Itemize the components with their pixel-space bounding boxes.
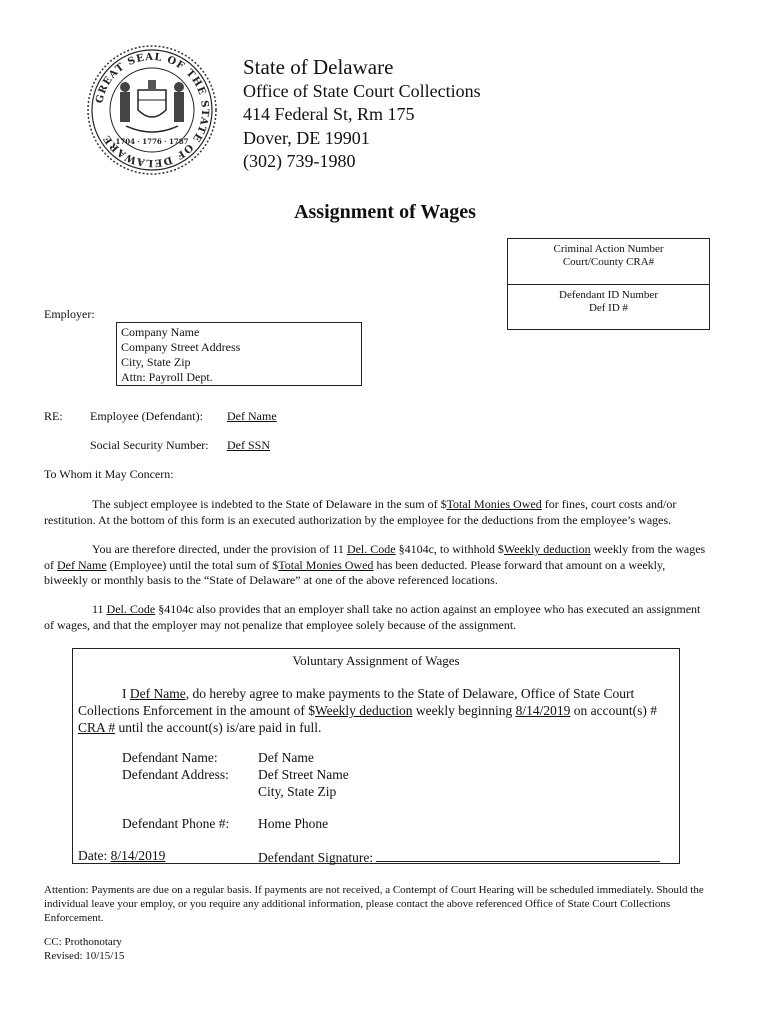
para1-text-a: The subject employee is indebted to the State of Delaware in the sum of $ (92, 497, 447, 511)
vol-text-a: I (122, 686, 130, 701)
del-code-ref: Del. Code (346, 542, 396, 556)
document-title: Assignment of Wages (294, 201, 476, 223)
company-city: City, State Zip (121, 355, 191, 369)
criminal-action-label: Criminal Action Number (553, 243, 664, 255)
office-city: Dover, DE 19901 (243, 127, 370, 148)
ssn-label: Social Security Number: (90, 438, 209, 452)
revised-line: Revised: 10/15/15 (44, 949, 125, 962)
signature-row (258, 848, 660, 866)
defendant-phone-field[interactable]: Home Phone (258, 816, 329, 831)
voluntary-heading: Voluntary Assignment of Wages (292, 653, 460, 668)
case-number-box (507, 238, 710, 330)
defendant-city-field[interactable]: City, State Zip (258, 784, 337, 799)
office-name: Office of State Court Collections (243, 80, 481, 101)
vol-weekly-field[interactable]: Weekly deduction (314, 703, 413, 718)
weekly-deduction-field[interactable]: Weekly deduction (503, 542, 591, 556)
company-name: Company Name (121, 325, 200, 339)
para3-text-b: §4104c also provides that an employer shall take no action against an employee who has executed an assignment of wages, and that the employer may not penalize that employee solely because of the assignment. (44, 602, 701, 632)
date-field[interactable]: 8/14/2019 (110, 848, 166, 863)
vol-text-c: weekly beginning (412, 703, 516, 718)
vol-cra-field[interactable]: CRA # (78, 720, 116, 735)
ssn-field[interactable]: Def SSN (227, 438, 271, 452)
defendant-name-label: Defendant Name: (122, 750, 218, 765)
defendant-phone-label: Defendant Phone #: (122, 816, 230, 831)
para2-text-d: (Employee) until the total sum of $ (106, 557, 279, 572)
signature-label: Defendant Signature: (258, 850, 374, 865)
date-row (78, 848, 165, 864)
defendant-id-field[interactable]: Def ID # (588, 302, 629, 314)
footer (44, 936, 124, 963)
para2-text-c: weekly from the wages of (44, 542, 706, 572)
para2-text-e: has been deducted. Please forward that amount on a weekly, biweekly or monthly basis to the “State of Delaware” at one of the above referenced locations. (44, 557, 666, 587)
re-label: RE: (44, 409, 63, 423)
defendant-id-label: Defendant ID Number (559, 289, 658, 301)
cc-line: CC: Prothonotary (44, 936, 122, 948)
total-owed-field[interactable]: Total Monies Owed (446, 497, 542, 511)
paragraph-protection (44, 602, 712, 633)
employer-box[interactable] (116, 322, 362, 386)
para3-text-a: 11 (92, 602, 107, 616)
para2-text-b: §4104c, to withhold $ (395, 542, 504, 556)
company-street: Company Street Address (121, 340, 241, 354)
wages-def-name-field[interactable]: Def Name (57, 557, 107, 572)
paragraph-indebted (44, 497, 712, 528)
org-name: State of Delaware (243, 55, 394, 79)
employer-label: Employer: (44, 307, 95, 321)
defendant-street-field[interactable]: Def Street Name (258, 767, 349, 782)
vol-text-d: on account(s) # (570, 703, 657, 718)
defendant-address-label: Defendant Address: (122, 767, 229, 782)
state-seal (86, 44, 218, 176)
signature-line[interactable] (376, 848, 660, 862)
vol-text-e: until the account(s) is/are paid in full. (115, 720, 322, 735)
paragraph-directive (44, 542, 712, 589)
vol-begin-date-field[interactable]: 8/14/2019 (515, 703, 571, 718)
employee-label: Employee (Defendant): (90, 409, 203, 423)
date-label: Date: (78, 848, 108, 863)
office-address: 414 Federal St, Rm 175 (243, 104, 415, 124)
court-county-field[interactable]: Court/County CRA# (562, 256, 655, 268)
vol-def-name-field[interactable]: Def Name (129, 686, 186, 701)
employee-name-field[interactable]: Def Name (227, 409, 277, 423)
para1-text-b: for fines, court costs and/or restitution. At the bottom of this form is an executed authorization by the employee for the deductions from the employee’s wages. (44, 497, 677, 527)
office-header (243, 56, 481, 174)
para2-text-a: You are therefore directed, under the provision of 11 (92, 542, 347, 556)
vol-text-b: , do hereby agree to make payments to the State of Delaware, Office of State Court Collections Enforcement in the amount of $ (78, 686, 635, 718)
svg-text:GREAT SEAL OF THE STATE OF DEL (94, 52, 210, 168)
office-phone: (302) 739-1980 (243, 151, 356, 171)
salutation: To Whom it May Concern: (44, 467, 174, 481)
seal-years: 1704 · 1776 · 1787 (115, 137, 189, 146)
defendant-name-field[interactable]: Def Name (258, 750, 314, 765)
seal-ring-text: GREAT SEAL OF THE STATE OF DELAWARE (94, 51, 211, 169)
total-sum-field[interactable]: Total Monies Owed (278, 557, 374, 572)
voluntary-agreement-text (78, 685, 676, 736)
attention-notice: Attention: Payments are due on a regular basis. If payments are not received, a Contempt of Court Hearing will be scheduled immediately. Should the individual leave your employ, or you require any additional information, please contact the above referenced Office of State Court Collections Enforcement. (44, 884, 704, 924)
company-attn: Attn: Payroll Dept. (121, 370, 213, 384)
del-code-ref-2: Del. Code (106, 602, 156, 616)
